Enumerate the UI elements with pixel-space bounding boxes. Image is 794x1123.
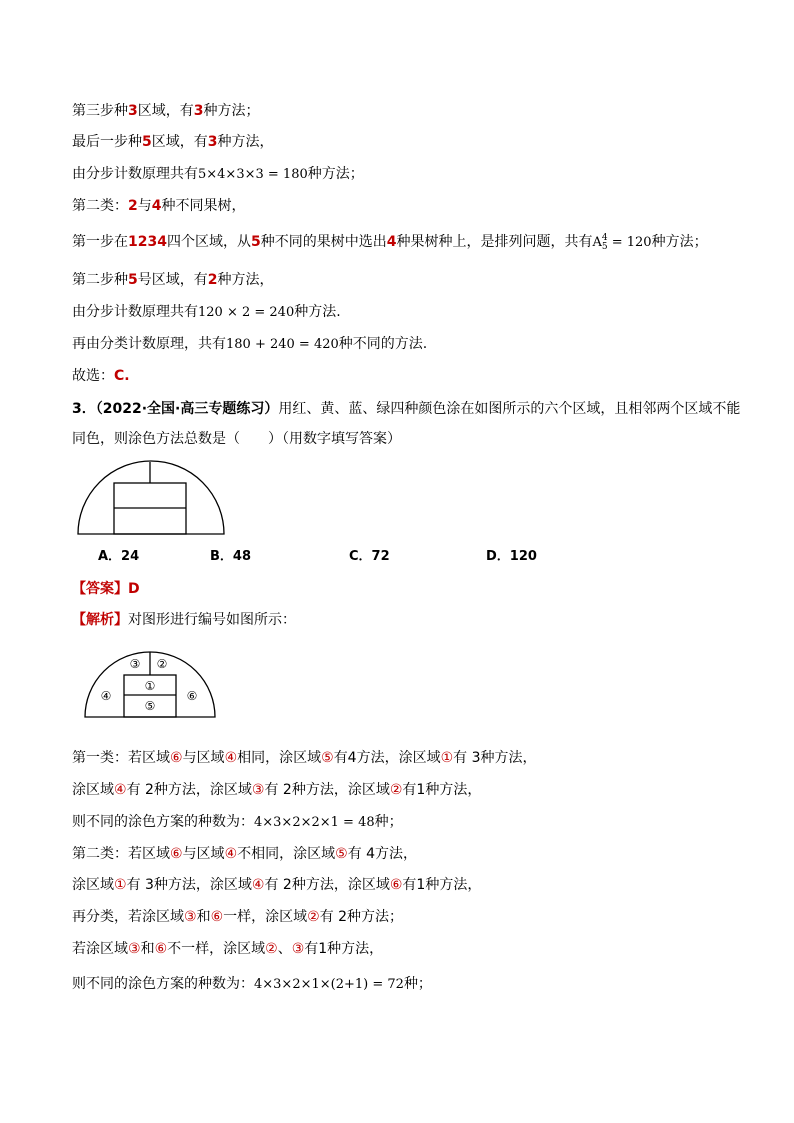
number: 2 [128,198,138,214]
text: 种方法， [217,134,274,150]
number: 5 [128,272,138,288]
region-ref: ⑥ [210,909,224,925]
region-ref: ④ [224,750,238,766]
question-text: 用红、黄、蓝、绿四种颜色涂在如图所示的六个区域，且相邻两个区域不能 [278,401,741,417]
number: 4 [151,198,162,214]
text: 有 2种方法，涂区域 [126,782,252,798]
region-label-2: ② [156,657,168,671]
text: 种方法； [307,166,364,182]
text: 四个区域，从 [166,234,251,250]
question-3-line-1 [72,399,740,419]
text: 则不同的涂色方案的种数为： [72,976,254,992]
answer-label: 【答案】 [72,581,128,597]
text: 涂区域 [72,782,114,798]
option-d[interactable]: D．120 [486,549,537,564]
analysis-line-3 [72,812,403,833]
formula: 4×3×2×1×(2+1) = 72 [254,977,404,992]
text: 种方法. [294,304,341,320]
text: 与区域 [182,846,225,862]
formula: 120 × 2 = 240 [198,305,295,320]
region-ref: ② [389,782,403,798]
text: 有1种方法， [402,877,482,893]
analysis-line-5 [72,875,481,895]
text: 有 3种方法， [453,750,537,766]
text: 不相同，涂区域 [237,846,336,862]
number: 5 [250,234,261,250]
text: 第三步种 [72,103,128,119]
number: 1234 [128,234,167,250]
number: 3 [193,103,204,119]
region-ref: ③ [251,782,265,798]
analysis-line-4 [72,844,417,864]
text: 有 2种方法，涂区域 [264,782,390,798]
text: 第二类： [72,198,128,214]
text: 涂区域 [72,877,114,893]
region-label-5: ⑤ [144,699,156,713]
solution-line-4 [72,196,246,216]
answer-line [72,579,140,599]
text: 有 3种方法，涂区域 [126,877,252,893]
text: 第一类：若区域 [72,750,170,766]
option-a[interactable]: A．24 [98,549,140,564]
text: 种不同果树， [161,198,246,214]
text: 和 [140,941,155,957]
formula: 180 + 240 = 420 [226,337,339,352]
perm-sub: 5 [601,241,608,252]
text: 有1种方法， [304,941,384,957]
question-3-line-2 [72,429,401,449]
formula-value: = 120 [611,235,652,250]
region-ref: ⑥ [170,846,183,862]
perm-symbol: A [592,235,602,250]
question-text: 同色，则涂色方法总数是（ ）（用数字填写答案） [72,431,401,447]
text: 由分步计数原理共有 [72,166,198,182]
text: 由分步计数原理共有 [72,304,198,320]
region-ref: ⑥ [170,750,183,766]
answer-value: D [128,581,140,597]
solution-line-2 [72,132,274,152]
formula [592,232,652,252]
region-ref: ③ [128,941,141,957]
region-ref: ③ [184,909,197,925]
number: 5 [142,134,152,150]
text: 不一样，涂区域 [167,941,266,957]
analysis-line-2 [72,780,481,800]
text: 最后一步种 [72,134,142,150]
text: 再分类，若涂区域 [72,909,184,925]
solution-line-7 [72,302,341,323]
region-label-3: ③ [129,657,141,671]
region-ref: ⑥ [154,941,168,957]
question-number: 3． [72,401,96,417]
number: 4 [386,234,397,250]
text: 区域，有 [151,134,208,150]
text: 种不同的方法. [338,336,428,352]
formula: 5×4×3×3 = 180 [198,167,308,182]
text: 和 [196,909,211,925]
region-label-4: ④ [100,689,112,703]
number: 3 [207,134,218,150]
text: 与 [137,198,152,214]
text: 种； [374,814,403,830]
region-ref: ④ [114,782,127,798]
text: 有4方法，涂区域 [333,750,441,766]
analysis-line [72,610,296,630]
analysis-label: 【解析】 [72,612,128,628]
text: 号区域，有 [137,272,208,288]
text: 故选： [72,368,114,384]
region-label-1: ① [144,679,156,693]
number: 2 [207,272,218,288]
text: 有1种方法， [402,782,482,798]
number: 3 [128,103,138,119]
solution-line-8 [72,334,427,355]
text: 再由分类计数原理，共有 [72,336,226,352]
text: 种方法， [217,272,274,288]
text: 有 2种方法，涂区域 [264,877,390,893]
text: 有 2种方法； [319,909,404,925]
region-label-6: ⑥ [186,689,198,703]
text: 与区域 [182,750,225,766]
region-ref: ④ [251,877,265,893]
analysis-text: 对图形进行编号如图所示： [128,612,296,628]
analysis-line-8 [72,974,432,995]
solution-line-9 [72,366,130,386]
region-ref: ⑤ [321,750,334,766]
region-ref: ⑤ [335,846,348,862]
text: 区域，有 [137,103,194,119]
numbered-figure [84,646,218,720]
text: 一样，涂区域 [223,909,308,925]
region-ref: ③ [291,941,305,957]
region-ref: ② [265,941,278,957]
region-ref: ⑥ [389,877,403,893]
text: 若涂区域 [72,941,128,957]
formula: 4×3×2×2×1 = 48 [254,815,375,830]
text: 相同，涂区域 [237,750,322,766]
analysis-line-6 [72,907,403,927]
text: 种方法； [203,103,260,119]
text: 种； [403,976,432,992]
analysis-line-7 [72,939,383,959]
region-ref: ① [440,750,454,766]
text: 有 4方法， [347,846,418,862]
text: 第二类：若区域 [72,846,170,862]
solution-line-1 [72,101,260,121]
region-ref: ① [114,877,127,893]
option-b[interactable]: B．48 [210,549,251,564]
region-ref: ④ [224,846,238,862]
analysis-line-1 [72,748,537,768]
answer-choice: C. [114,368,130,384]
option-c[interactable]: C．72 [349,549,390,564]
text: 种方法； [651,234,708,250]
solution-line-5 [72,232,708,253]
solution-line-6 [72,270,274,290]
solution-line-3 [72,164,364,185]
text: 种不同的果树中选出 [260,234,387,250]
perm-sup: 4 [601,232,608,243]
region-ref: ② [307,909,320,925]
text: 第一步在 [72,234,128,250]
question-source: （2022·全国·高三专题练习） [95,401,279,417]
text: 则不同的涂色方案的种数为： [72,814,254,830]
text: 第二步种 [72,272,128,288]
question-figure [76,458,230,538]
text: 种果树种上，是排列问题，共有 [396,234,593,250]
text: 、 [277,941,292,957]
